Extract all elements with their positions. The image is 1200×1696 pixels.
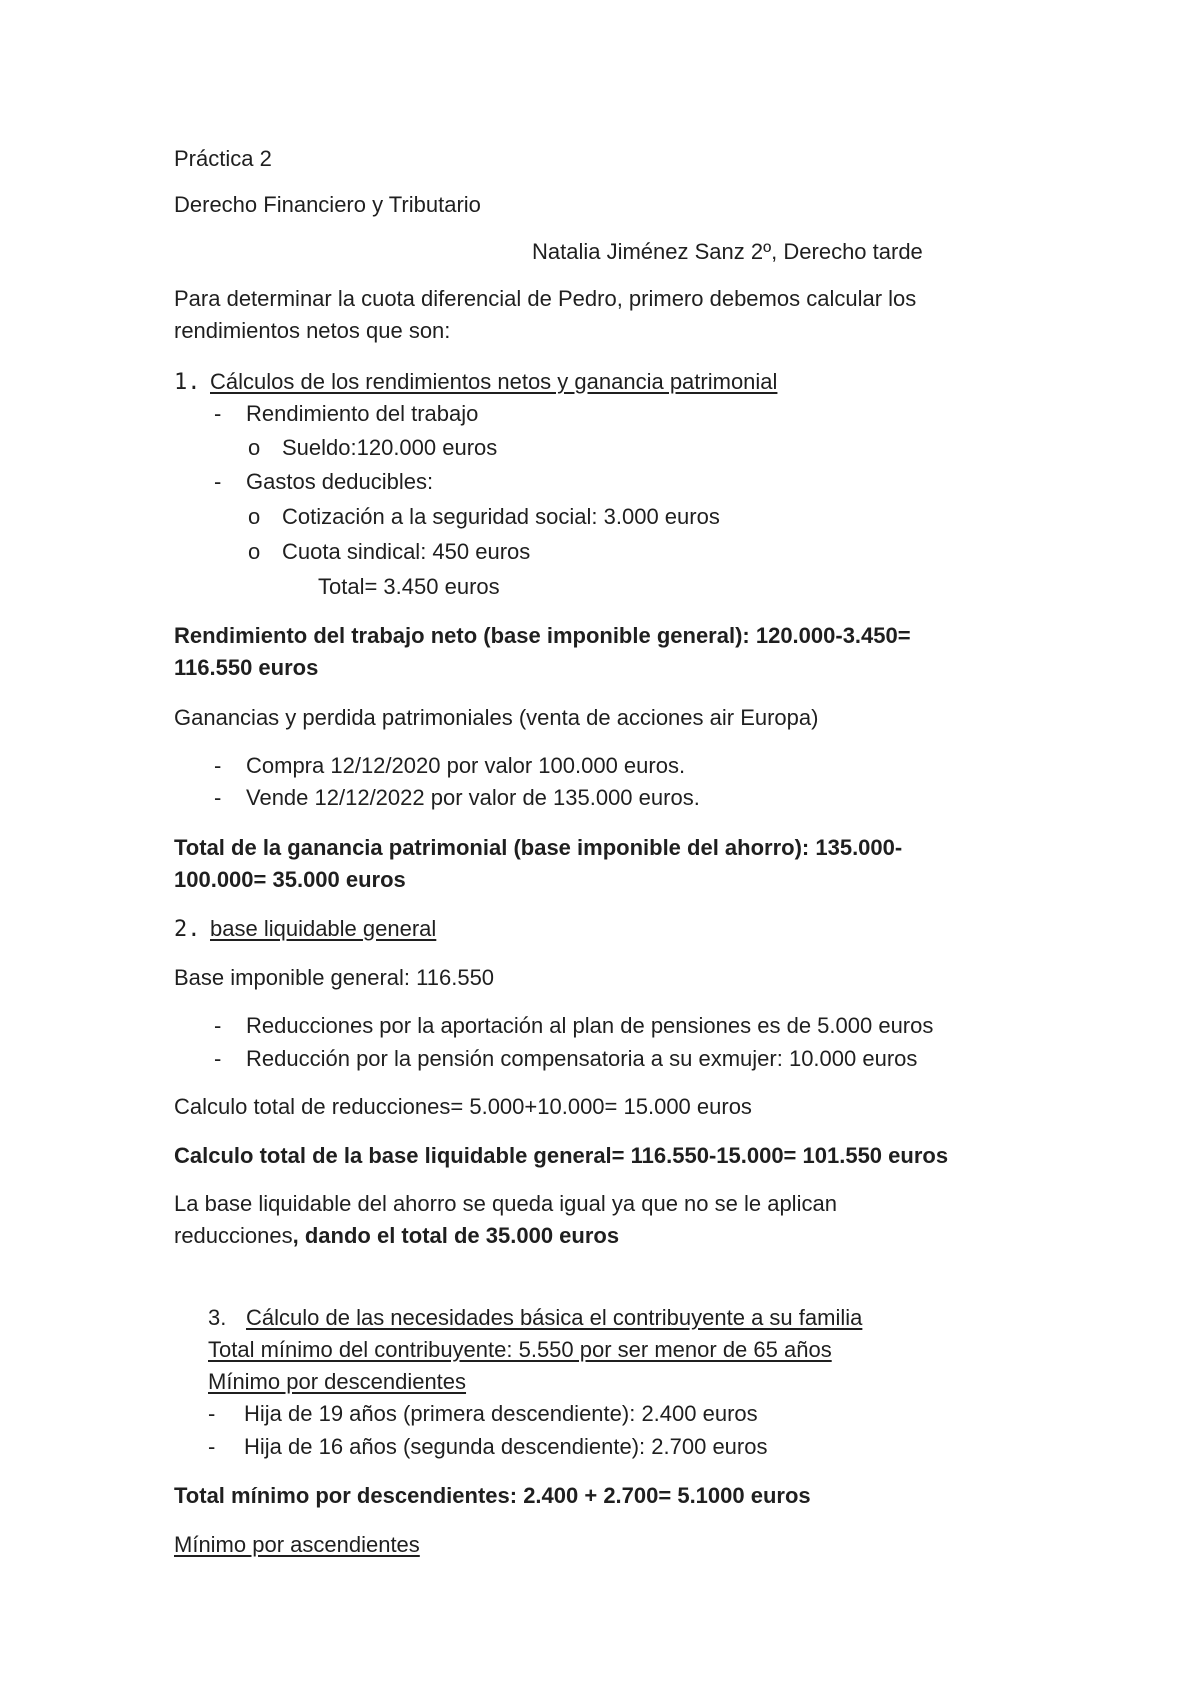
doc-subject: Derecho Financiero y Tributario: [174, 192, 481, 217]
calculo-base-liquidable: Calculo total de la base liquidable general= 116.550-15.000= 101.550 euros: [174, 1143, 949, 1168]
list-item: - Hija de 16 años (segunda descendiente): 2.700 euros: [208, 1434, 768, 1459]
section-3-title: Cálculo de las necesidades básica el contribuyente a su familia: [246, 1305, 863, 1330]
section-number: 2.: [174, 917, 201, 942]
section-1-heading: [174, 366, 777, 399]
section-number: 3.: [208, 1305, 227, 1330]
section-2-heading: [174, 913, 436, 946]
ganancias-title: Ganancias y perdida patrimoniales (venta de acciones air Europa): [174, 705, 819, 730]
list-item: o Cotización a la seguridad social: 3.000 euros: [248, 504, 720, 529]
list-item: - Hija de 19 años (primera descendiente): 2.400 euros: [208, 1401, 758, 1426]
gastos-total: Total= 3.450 euros: [318, 574, 500, 599]
list-item: o Cuota sindical: 450 euros: [248, 539, 531, 564]
list-item: - Compra 12/12/2020 por valor 100.000 euros.: [214, 753, 686, 778]
section-3-heading: [208, 1302, 862, 1334]
list-item: o Sueldo:120.000 euros: [248, 435, 498, 460]
section-number: 1.: [174, 370, 201, 395]
doc-title: Práctica 2: [174, 146, 272, 171]
rendimiento-neto-line-2: 116.550 euros: [174, 655, 319, 680]
ganancia-total-line-2: 100.000= 35.000 euros: [174, 867, 406, 892]
total-minimo-descendientes: Total mínimo por descendientes: 2.400 + 2.700= 5.1000 euros: [174, 1483, 811, 1508]
intro-line-1: Para determinar la cuota diferencial de Pedro, primero debemos calcular los: [174, 286, 917, 311]
rendimiento-neto-line-1: Rendimiento del trabajo neto (base imponible general): 120.000-3.450=: [174, 623, 911, 648]
section-2-title: base liquidable general: [210, 916, 437, 941]
list-item: - Rendimiento del trabajo: [214, 401, 479, 426]
ahorro-line-2: reducciones, dando el total de 35.000 euros: [174, 1223, 620, 1248]
ahorro-line-1: La base liquidable del ahorro se queda igual ya que no se le aplican: [174, 1191, 837, 1216]
base-imponible-general: Base imponible general: 116.550: [174, 965, 495, 990]
intro-line-2: rendimientos netos que son:: [174, 318, 451, 343]
section-1-title: Cálculos de los rendimientos netos y ganancia patrimonial: [210, 369, 778, 394]
calculo-reducciones: Calculo total de reducciones= 5.000+10.000= 15.000 euros: [174, 1094, 752, 1119]
list-item: - Reducciones por la aportación al plan de pensiones es de 5.000 euros: [214, 1013, 934, 1038]
list-item: - Vende 12/12/2022 por valor de 135.000 euros.: [214, 785, 700, 810]
minimo-descendientes-title: Mínimo por descendientes: [208, 1369, 467, 1394]
minimo-contribuyente: Total mínimo del contribuyente: 5.550 por ser menor de 65 años: [208, 1337, 832, 1362]
list-item: - Reducción por la pensión compensatoria a su exmujer: 10.000 euros: [214, 1046, 918, 1071]
doc-author: Natalia Jiménez Sanz 2º, Derecho tarde: [532, 239, 923, 264]
list-item: - Gastos deducibles:: [214, 469, 434, 494]
minimo-ascendientes-title: Mínimo por ascendientes: [174, 1532, 420, 1557]
ganancia-total-line-1: Total de la ganancia patrimonial (base imponible del ahorro): 135.000-: [174, 835, 903, 860]
